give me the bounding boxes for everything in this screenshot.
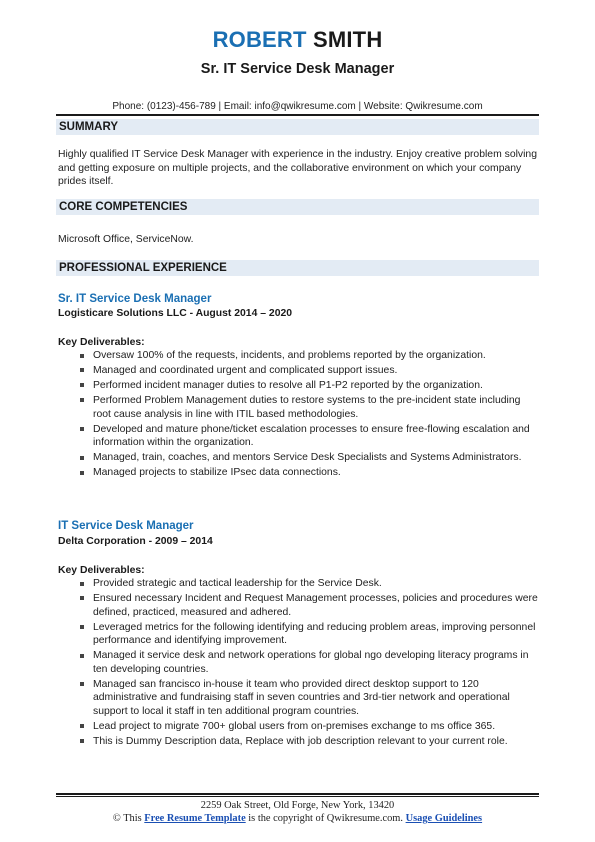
contact-line: Phone: (0123)-456-789 | Email: info@qwikresume.com | Website: Qwikresume.com xyxy=(112,101,483,112)
usage-guidelines-link[interactable]: Usage Guidelines xyxy=(405,813,483,824)
list-item: Performed Problem Management duties to restore systems to the pre-incident state including root cause analysis in line with ITIL based methodologies. xyxy=(58,394,538,421)
footer-copyright xyxy=(0,812,595,826)
section-heading-core-competencies: CORE COMPETENCIES xyxy=(56,199,539,215)
footer-divider xyxy=(56,793,539,795)
section-heading-summary: SUMMARY xyxy=(56,119,539,135)
list-item: Managed it service desk and network operations for global ngo developing literacy programs in ten developing countries. xyxy=(58,649,538,676)
list-item: Ensured necessary Incident and Request Management processes, policies and procedures were defined, practiced, measured and adhered. xyxy=(58,592,538,619)
footer-address: 2259 Oak Street, Old Forge, New York, 13420 xyxy=(200,800,395,811)
list-item: Leveraged metrics for the following identifying and reducing problem areas, improving personnel performance and identifying improvement. xyxy=(58,621,538,648)
job-title: Sr. IT Service Desk Manager xyxy=(200,61,395,77)
section-heading-professional-experience: PROFESSIONAL EXPERIENCE xyxy=(56,260,539,276)
job-1-title: Sr. IT Service Desk Manager xyxy=(58,293,212,305)
job-2-company: Delta Corporation - 2009 – 2014 xyxy=(58,536,213,547)
list-item: Developed and mature phone/ticket escalation processes to ensure free-flowing escalation and information within the organization. xyxy=(58,423,538,450)
job-2-deliverables-list xyxy=(58,577,538,750)
list-item: Managed projects to stabilize IPsec data connections. xyxy=(58,466,538,480)
job-2-title: IT Service Desk Manager xyxy=(58,520,194,532)
copyright-middle: is the copyright of Qwikresume.com. xyxy=(248,813,403,824)
job-1-company: Logisticare Solutions LLC - August 2014 – 2020 xyxy=(58,308,293,319)
core-competencies-text: Microsoft Office, ServiceNow. xyxy=(58,234,194,245)
summary-text: Highly qualified IT Service Desk Manager with experience in the industry. Enjoy creative problem solving and getting exposure on multiple projects, and the collaborative environment on which your company prides itself. xyxy=(58,149,537,188)
first-name: ROBERT xyxy=(212,27,307,52)
free-resume-template-link[interactable]: Free Resume Template xyxy=(144,813,246,824)
list-item: Managed san francisco in-house it team who provided direct desktop support to 120 administrative and fundraising staff in seven countries and 3rd-tier network and operational support to local it staff in ten additional program countries. xyxy=(58,678,538,719)
last-name: SMITH xyxy=(312,27,383,52)
candidate-name xyxy=(0,26,595,54)
list-item: This is Dummy Description data, Replace with job description relevant to your current role. xyxy=(58,735,538,749)
list-item: Managed, train, coaches, and mentors Service Desk Specialists and Systems Administrators. xyxy=(58,451,538,465)
list-item: Managed and coordinated urgent and complicated support issues. xyxy=(58,364,538,378)
job-1-deliverables-label: Key Deliverables: xyxy=(58,337,145,348)
list-item: Performed incident manager duties to resolve all P1-P2 reported by the organization. xyxy=(58,379,538,393)
header-divider xyxy=(56,114,539,116)
job-1-deliverables-list xyxy=(58,349,538,481)
footer-divider-thin xyxy=(56,796,539,797)
list-item: Provided strategic and tactical leadership for the Service Desk. xyxy=(58,577,538,591)
copyright-prefix: © This xyxy=(112,813,142,824)
list-item: Oversaw 100% of the requests, incidents, and problems reported by the organization. xyxy=(58,349,538,363)
list-item: Lead project to migrate 700+ global users from on-premises exchange to ms office 365. xyxy=(58,720,538,734)
job-2-deliverables-label: Key Deliverables: xyxy=(58,565,145,576)
